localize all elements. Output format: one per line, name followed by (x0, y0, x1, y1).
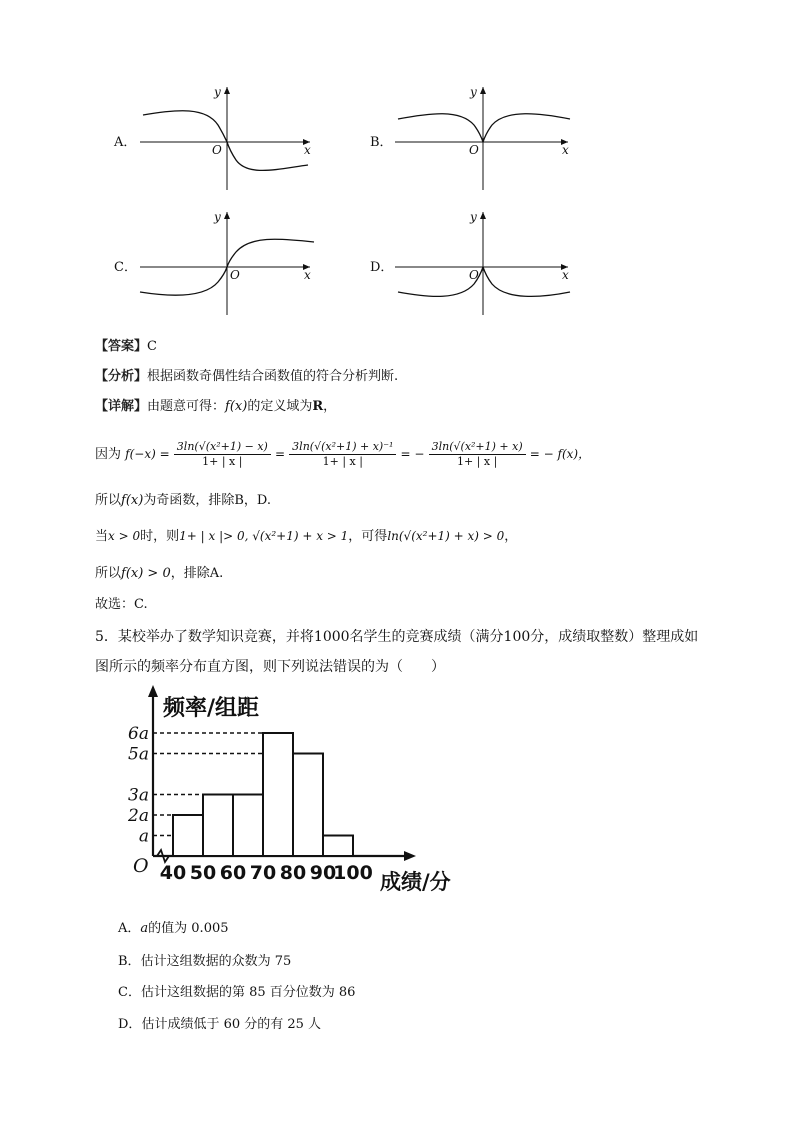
x-tick-label: 70 (249, 862, 277, 884)
axis-x-label: x (304, 143, 311, 157)
detail-line3-suffix: 为奇函数，排除B，D. (143, 493, 271, 508)
histogram-bar (233, 795, 263, 857)
detail-line1-mid: 的定义域为 (247, 399, 313, 414)
x-tick-label: 80 (279, 862, 307, 884)
detail-line4-suffix: ， (504, 529, 518, 544)
fraction-1-numerator: 3ln(√(x²+1) − x) (174, 440, 271, 455)
detail-line-5 (95, 565, 223, 583)
detail-line4-result: ln(√(x²+1) + x) > 0 (387, 529, 505, 543)
detail-line5-suffix: ，排除A. (170, 566, 224, 581)
detail-line4-prefix: 当 (95, 529, 109, 544)
option-a-label: A． (114, 135, 137, 150)
x-tick-label: 40 (159, 862, 187, 884)
y-tick-label: a (138, 826, 149, 847)
detail-line3-fx: f(x) (121, 493, 144, 508)
answer-tag: 【答案】 (95, 339, 148, 354)
y-axis-title: 频率/组距 (163, 696, 260, 721)
option-d-label: D． (370, 260, 394, 275)
analysis-line (95, 368, 398, 386)
choice-c[interactable] (118, 984, 355, 1002)
detail-line-2 (95, 432, 590, 477)
histogram-bar (173, 815, 203, 856)
detail-line-4 (95, 527, 517, 546)
choice-d-label: D． (118, 1017, 142, 1032)
fraction-1 (174, 440, 271, 469)
y-tick-label: 2a (128, 806, 149, 826)
detail-line4-mid2: ，可得 (348, 529, 388, 544)
fraction-3-denominator: 1+ | x | (456, 455, 498, 468)
detail-line-3 (95, 492, 271, 510)
y-tick-label: 5a (128, 744, 149, 765)
y-tick-label: 6a (128, 724, 149, 744)
equals-negative: = − (400, 447, 425, 461)
detail-line1-suffix: ， (323, 399, 337, 414)
graph-option-d (370, 210, 580, 320)
histogram-bar (203, 795, 233, 857)
choice-b-label: B． (118, 954, 141, 969)
axis-y-label: y (214, 85, 221, 99)
histogram-svg (108, 683, 468, 898)
detail-tag: 【详解】 (95, 399, 148, 414)
detail-line1-prefix: 由题意可得： (147, 399, 226, 414)
option-c-label: C． (114, 260, 137, 275)
choice-d-text: 估计成绩低于 60 分的有 25 人 (141, 1017, 322, 1032)
analysis-text: 根据函数奇偶性结合函数值的符合分析判断. (147, 369, 399, 384)
graph-option-c (114, 210, 328, 320)
x-tick-label: 100 (333, 862, 373, 884)
detail-line1-fx: f(x) (225, 399, 248, 414)
axis-x-label: x (562, 268, 569, 282)
fraction-1-denominator: 1+ | x | (202, 455, 243, 468)
axis-x-label: x (304, 268, 311, 282)
detail-line4-mid: 时，则 (140, 529, 180, 544)
graph-option-a (114, 85, 328, 195)
origin-label: O (469, 268, 479, 282)
question5-line2: 图所示的频率分布直方图，则下列说法错误的为（ ） (95, 659, 445, 675)
axis-y-label: y (470, 210, 477, 224)
x-tick-label: 90 (309, 862, 337, 884)
detail-line2-lhs: f(−x) = (125, 447, 170, 461)
detail-line3-prefix: 所以 (95, 493, 122, 508)
origin-label: O (469, 143, 479, 157)
x-axis-arrow (404, 851, 416, 861)
origin-label: O (212, 143, 222, 157)
detail-line5-prefix: 所以 (95, 566, 122, 581)
choice-a-label: A． (118, 921, 141, 936)
graph-option-b (370, 85, 580, 195)
histogram-bar (263, 733, 293, 856)
choice-a[interactable] (118, 920, 229, 938)
detail-line2-end: = − f(x)， (529, 447, 591, 461)
frequency-histogram (108, 683, 468, 898)
graph-b-svg (370, 85, 580, 195)
choice-a-var: a (140, 921, 149, 936)
axis-x-label: x (562, 143, 569, 157)
answer-value: C (147, 339, 157, 354)
axis-y-label: y (214, 210, 221, 224)
fraction-2-numerator: 3ln(√(x²+1) + x)⁻¹ (289, 440, 396, 455)
detail-line5-expr: f(x) > 0 (121, 566, 171, 581)
analysis-tag: 【分析】 (95, 369, 148, 384)
choice-c-text: 估计这组数据的第 85 百分位数为 86 (140, 985, 356, 1000)
chart-origin-label: O (133, 855, 149, 877)
x-tick-label: 50 (189, 862, 217, 884)
x-axis-title: 成绩/分 (380, 870, 451, 894)
choice-d[interactable] (118, 1016, 321, 1034)
option-b-label: B． (370, 135, 393, 150)
choice-b-text: 估计这组数据的众数为 75 (140, 954, 292, 969)
choice-a-text: 的值为 0.005 (148, 921, 229, 936)
graph-d-svg (370, 210, 580, 320)
fraction-2-denominator: 1+ | x | (322, 455, 363, 468)
detail-line4-ineq: 1+ | x |> 0, √(x²+1) + x > 1 (179, 529, 349, 543)
axis-y-label: y (470, 85, 477, 99)
detail-line1-R: R (312, 399, 324, 414)
histogram-bar (323, 836, 353, 857)
y-tick-label: 3a (128, 785, 149, 806)
graph-c-svg (118, 210, 328, 320)
fraction-3 (429, 440, 526, 469)
equals-sign: = (274, 447, 286, 461)
graph-a-svg (118, 85, 328, 195)
detail-line2-prefix: 因为 (95, 447, 122, 462)
fraction-3-numerator: 3ln(√(x²+1) + x) (429, 440, 526, 455)
fraction-2 (289, 440, 396, 469)
choice-b[interactable] (118, 953, 291, 971)
detail-line-1 (95, 398, 336, 416)
question5-line1: 5．某校举办了数学知识竞赛，并将1000名学生的竞赛成绩（满分100分，成绩取整数）整理成如 (95, 629, 699, 645)
detail-line4-cond: x > 0 (108, 529, 141, 543)
origin-label: O (230, 268, 240, 282)
answer-line (95, 338, 157, 356)
choice-c-label: C． (118, 985, 141, 1000)
histogram-bar (293, 754, 323, 857)
y-axis-arrow (148, 685, 158, 697)
detail-line-6: 故选：C. (95, 597, 148, 612)
x-tick-label: 60 (219, 862, 247, 884)
